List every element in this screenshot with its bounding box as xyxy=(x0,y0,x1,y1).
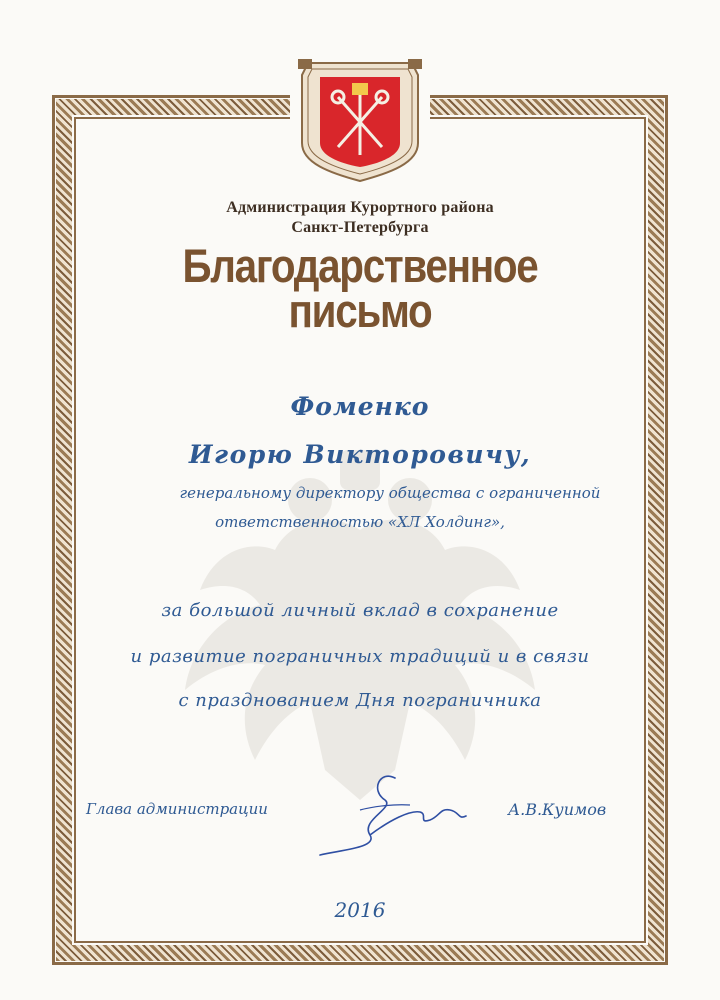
recipient-position-line-2: ответственностью «ХЛ Холдинг», xyxy=(215,513,505,531)
document-year: 2016 xyxy=(334,898,386,922)
organization-line-1: Администрация Курортного района xyxy=(226,199,494,216)
recipient-position-line-1: генеральному директору общества с ограниченной xyxy=(179,484,601,502)
handwritten-signature xyxy=(300,760,480,870)
organization-line-2: Санкт-Петербурга xyxy=(291,219,429,236)
document-title-line-2: письмо xyxy=(288,284,432,337)
signatory-name: А.В.Куимов xyxy=(508,800,607,819)
recipient-surname: Фоменко xyxy=(290,392,430,421)
saint-petersburg-coat-of-arms-icon xyxy=(290,55,430,183)
reason-line-1: за большой личный вклад в сохранение xyxy=(161,600,559,621)
recipient-given-names: Игорю Викторовичу, xyxy=(188,440,532,469)
reason-line-3: с празднованием Дня пограничника xyxy=(178,690,542,711)
signatory-role: Глава администрации xyxy=(86,800,268,818)
reason-line-2: и развитие пограничных традиций и в связи xyxy=(130,646,590,667)
document-title-line-1: Благодарственное xyxy=(182,239,538,292)
